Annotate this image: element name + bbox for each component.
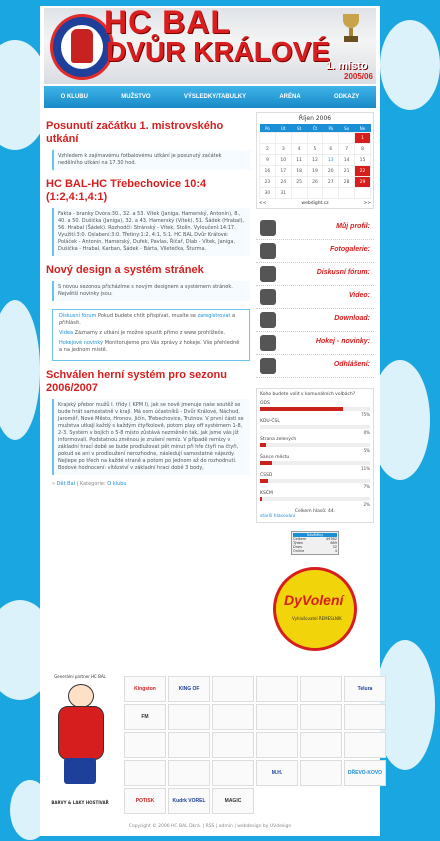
calendar-day[interactable]: 15 — [355, 155, 371, 166]
sponsor-logo[interactable] — [212, 760, 254, 786]
poll-option — [260, 437, 370, 453]
sponsor-logo[interactable] — [168, 704, 210, 730]
nav-item-muzstvo[interactable]: MUŽSTVO — [121, 94, 151, 100]
sidebar — [256, 112, 374, 651]
calendar-day — [307, 188, 323, 199]
post-title[interactable]: Schválen herní systém pro sezonu 2006/2007 — [46, 369, 227, 394]
poll-bar — [260, 461, 370, 465]
poll-option-label: ČSSD — [260, 473, 273, 478]
page-container — [40, 4, 383, 836]
calendar-day[interactable]: 1 — [355, 133, 371, 144]
calendar-day-header: So — [339, 124, 355, 133]
poll-bar-fill — [260, 443, 266, 447]
camera-icon — [260, 243, 276, 259]
sponsor-logo[interactable]: MAGIC — [212, 788, 254, 814]
footer: Copyright © 2006 HC BAL Dkrá. | RSS | admin | webdesign by UVdesign — [128, 824, 292, 829]
poll-option-label: KDU-ČSL — [260, 419, 280, 424]
sidebar-item-forum[interactable]: Diskusní fórum: — [256, 263, 374, 286]
header-title-line2: DVŮR KRÁLOVÉ — [106, 36, 331, 67]
poll-option-label: KSČM — [260, 491, 273, 496]
calendar-day-header: Pá — [323, 124, 339, 133]
sponsor-logo[interactable] — [256, 676, 298, 702]
post-meta: » Dět Bal | Kategorie: O klubu — [52, 481, 127, 487]
calendar-day[interactable]: 27 — [323, 177, 339, 188]
list-item: Hokejové novinky Monitorujeme pro Vás zprávy z hokeje. Vše přehledně a na jednom místě. — [59, 340, 240, 353]
sidebar-item-profile[interactable]: Můj profil: — [256, 217, 374, 240]
sidebar-item-logout[interactable]: Odhlášení: — [256, 355, 374, 378]
calendar-prev[interactable]: << — [259, 201, 267, 206]
calendar-day[interactable]: 13 — [323, 155, 339, 166]
poll-pct: 5% — [363, 448, 370, 453]
list-item: Videa Záznamy z utkání je možné spustit přímo z www prohlížeče. — [59, 330, 226, 336]
calendar — [256, 112, 374, 209]
sidebar-item-video[interactable]: Video: — [256, 286, 374, 309]
sponsor-logo[interactable]: Telura — [344, 676, 386, 702]
main-nav — [44, 86, 376, 108]
poll-bar-fill — [260, 407, 343, 411]
video-link[interactable]: Videa — [59, 330, 74, 336]
sponsor-logo[interactable] — [300, 760, 342, 786]
download-icon — [260, 312, 276, 328]
post-body: S novou sezonou přicházíme s novým designem a systémem stránek. Největší novinky jsou: — [52, 281, 250, 301]
forum-icon — [260, 266, 276, 282]
calendar-day-header: Út — [275, 124, 291, 133]
side-links — [256, 217, 374, 378]
calendar-next[interactable]: >> — [363, 201, 371, 206]
calendar-grid — [259, 124, 371, 199]
post-body: Fakta - branky Dvora:30., 32. a 53. Vítek (Janiga, Hamerský, Antonín), 8., 40. a 50. Dušička (Janiga), 32. a 43. Hamerský (Vítek), 51. Šádek (Hrabal), 56. Hrabal (Šádek). Rozhodčí: Stránský - Vítek, Stolín. Vyloučení:14:17. Využití:3:0. Oslabení:3:0. Třetiny:1:2, 4:1, 5:1. HC BAL Dvůr Králové: Poláček - Antonín, Hamerský, Dufek, Pavlas, Říčař, Dlab - Vítek, Janiga, Dušička - Hrabal, Karban, Šádek - Bárta, Viletečka, Šturma. — [52, 208, 250, 256]
calendar-day[interactable]: 21 — [339, 166, 355, 177]
sponsor-logo[interactable]: POTISK — [124, 788, 166, 814]
calendar-day[interactable]: 14 — [339, 155, 355, 166]
nav-item-arena[interactable]: ARÉNA — [279, 94, 301, 100]
stats-row: Online 4 — [293, 549, 337, 553]
calendar-day[interactable]: 5 — [307, 144, 323, 155]
sponsor-logo[interactable] — [300, 704, 342, 730]
calendar-day[interactable]: 22 — [355, 166, 371, 177]
mascot-logo[interactable] — [50, 684, 110, 804]
author-link[interactable]: Dět Bal — [56, 481, 76, 487]
sponsor-logo[interactable]: DŘEVO-KOVO — [344, 760, 386, 786]
site-header — [44, 4, 376, 84]
nav-item-odkazy[interactable]: ODKAZY — [333, 94, 360, 100]
calendar-day-header: Po — [260, 124, 276, 133]
calendar-day[interactable]: 4 — [291, 144, 307, 155]
sponsor-logo[interactable]: FM — [124, 704, 166, 730]
stats-row: Dnes 32 — [293, 545, 337, 549]
poll-option-label: Šance městu — [260, 455, 290, 460]
calendar-day-header: Čt — [307, 124, 323, 133]
poll — [256, 388, 374, 523]
calendar-day[interactable]: 23 — [260, 177, 276, 188]
trophy-icon — [340, 14, 362, 44]
header-season: 2005/06 — [344, 72, 373, 81]
calendar-day[interactable]: 7 — [339, 144, 355, 155]
calendar-day[interactable]: 26 — [307, 177, 323, 188]
sponsor-logo[interactable] — [344, 732, 386, 758]
sidebar-item-download[interactable]: Download: — [256, 309, 374, 332]
list-item: Diskusní fórum Pokud budete chtít přispívat, musíte se zaregistrovat a přihlásit. — [59, 313, 236, 326]
poll-option — [260, 473, 370, 489]
calendar-day[interactable]: 10 — [275, 155, 291, 166]
calendar-day — [260, 133, 276, 144]
nav-item-o-klubu[interactable]: O KLUBU — [60, 94, 88, 100]
calendar-day[interactable]: 2 — [260, 144, 276, 155]
calendar-day[interactable]: 6 — [323, 144, 339, 155]
calendar-day[interactable]: 3 — [275, 144, 291, 155]
poll-option — [260, 491, 370, 507]
poll-bar — [260, 407, 370, 411]
calendar-day — [339, 188, 355, 199]
calendar-day — [307, 133, 323, 144]
sponsor-logo[interactable] — [344, 704, 386, 730]
calendar-day[interactable]: 16 — [260, 166, 276, 177]
post-title[interactable]: Nový design a systém stránek — [46, 264, 204, 276]
header-place: 1. místo — [326, 60, 368, 72]
forum-link[interactable]: Diskusní fórum — [59, 313, 97, 319]
calendar-day — [323, 188, 339, 199]
video-camera-icon — [260, 289, 276, 305]
poll-total: Celkem hlasů: 44. — [294, 509, 336, 514]
calendar-day — [355, 188, 371, 199]
poll-bar-fill — [260, 497, 262, 501]
poll-bar — [260, 425, 370, 429]
poll-pct: 2% — [363, 502, 370, 507]
mascot-label: BARVY & LAKY HOSTIVAŘ — [51, 800, 109, 805]
calendar-day[interactable]: 12 — [307, 155, 323, 166]
key-icon — [260, 358, 276, 374]
sponsor-logo[interactable] — [212, 676, 254, 702]
poll-bar — [260, 479, 370, 483]
sponsor-logo[interactable]: Kudrk VOREL — [168, 788, 210, 814]
poll-question: Koho budete volit v komunálních volbách? — [260, 392, 356, 397]
poll-option-label: Strana zelených — [260, 437, 297, 442]
calendar-day[interactable]: 29 — [355, 177, 371, 188]
sidebar-item-gallery[interactable]: Fotogalerie: — [256, 240, 374, 263]
post-title[interactable]: HC BAL-HC Třebechovice 10:4 (1:2,4:1,4:1) — [46, 178, 207, 203]
sponsor-logo[interactable] — [256, 704, 298, 730]
calendar-day — [275, 133, 291, 144]
poll-option — [260, 419, 370, 435]
calendar-day — [291, 133, 307, 144]
sidebar-item-news[interactable]: Hokej - novinky: — [256, 332, 374, 355]
calendar-day[interactable]: 20 — [323, 166, 339, 177]
calendar-day — [291, 188, 307, 199]
calendar-day — [339, 133, 355, 144]
news-link[interactable]: Hokejové novinky — [59, 340, 104, 346]
calendar-mid[interactable]: webdight.cz — [301, 201, 329, 206]
header-title-line1: HC BAL — [104, 4, 231, 40]
dyvoleni-banner[interactable]: DyVolení Vyhlašovatel ŘEMESLNÍK — [273, 567, 357, 651]
profile-icon — [260, 220, 276, 236]
calendar-day[interactable]: 17 — [275, 166, 291, 177]
calendar-day[interactable]: 30 — [260, 188, 276, 199]
sponsor-logo[interactable] — [300, 676, 342, 702]
sponsor-logo[interactable] — [168, 760, 210, 786]
poll-option — [260, 401, 370, 417]
nav-item-vysledky[interactable]: VÝSLEDKY/TABULKY — [183, 94, 247, 100]
sponsor-logo[interactable] — [124, 760, 166, 786]
poll-results-link[interactable]: starší hlasování — [260, 514, 296, 519]
poll-pct: 0% — [363, 430, 370, 435]
sponsor-logo[interactable]: KING OF — [168, 676, 210, 702]
poll-option-label: ODS — [260, 401, 270, 406]
poll-bar-fill — [260, 479, 268, 483]
sponsor-logo[interactable] — [212, 732, 254, 758]
calendar-day[interactable]: 25 — [291, 177, 307, 188]
calendar-day[interactable]: 31 — [275, 188, 291, 199]
partner-label: Generální partner HC BAL — [54, 674, 106, 679]
sponsor-logo[interactable] — [256, 732, 298, 758]
poll-pct: 75% — [361, 412, 370, 417]
calendar-day[interactable]: 8 — [355, 144, 371, 155]
sponsor-logo[interactable]: Kingston — [124, 676, 166, 702]
calendar-day[interactable]: 28 — [339, 177, 355, 188]
calendar-day — [323, 133, 339, 144]
sponsor-logo[interactable] — [168, 732, 210, 758]
poll-bar — [260, 497, 370, 501]
calendar-day-header: St — [291, 124, 307, 133]
stats-row: Týden 869 — [293, 541, 337, 545]
category-link[interactable]: O klubu — [107, 481, 127, 487]
post-title[interactable]: Posunutí začátku 1. mistrovského utkání — [46, 120, 224, 145]
post-body: Krajský přebor mužů I. třídy ( KPM I), jak se nově jmenuje naše soutěž se bude hrát samostatně v kraji. Má osm účastníků - Dvůr Králové, Náchod, Jaroměř, Nové Město, Hronov, Jičín, Třebechovice, Trutnov. V první části se mužstva utkají každý s každým čtyřkolově, potom play off systémem 1-8, 2-3. Systém v bojích o 5-8 místo zůstává nezměněn tak, jak jsme vás již informovali. Podstatnou změnou je zrušení remíz. V případě remízy v základní hrací době se bude prodlužovat pět minut při hře čtyři na čtyři, pokud se ani v prodloužení nerozhodne, následují samostatné nájezdy. Nejlepe po třech na každé straně a potom po jednom až do rozhodnutí. Bodové hodnocení: vítězství v základní hrací době 3 body, — [52, 399, 250, 475]
sponsor-logo[interactable] — [212, 704, 254, 730]
register-link[interactable]: zaregistrovat — [197, 313, 231, 319]
sponsor-logo[interactable] — [124, 732, 166, 758]
content-column — [46, 120, 250, 487]
poll-bar — [260, 443, 370, 447]
poll-option — [260, 455, 370, 471]
calendar-day-header: Ne — [355, 124, 371, 133]
calendar-day[interactable]: 19 — [307, 166, 323, 177]
calendar-day[interactable]: 18 — [291, 166, 307, 177]
sponsors-area — [44, 674, 383, 816]
poll-pct: 7% — [363, 484, 370, 489]
post-body: Vzhledem k zajímavému fotbalovému utkání je posunutý začátek nedělního utkání na 17.30 hod. — [52, 150, 250, 170]
sponsor-logo[interactable] — [300, 732, 342, 758]
features-list — [52, 309, 250, 361]
poll-bar-fill — [260, 461, 272, 465]
calendar-day[interactable]: 24 — [275, 177, 291, 188]
hockey-icon — [260, 335, 276, 351]
calendar-title: Říjen 2006 — [298, 115, 332, 122]
calendar-day[interactable]: 9 — [260, 155, 276, 166]
stats-row: Celkem 49362 — [293, 537, 337, 541]
visitor-stats: Návštěvy Celkem 49362 Týden 869 Dnes 32 Online 4 — [293, 533, 337, 553]
sponsor-logo[interactable]: M.H. — [256, 760, 298, 786]
poll-pct: 11% — [361, 466, 370, 471]
calendar-day[interactable]: 11 — [291, 155, 307, 166]
